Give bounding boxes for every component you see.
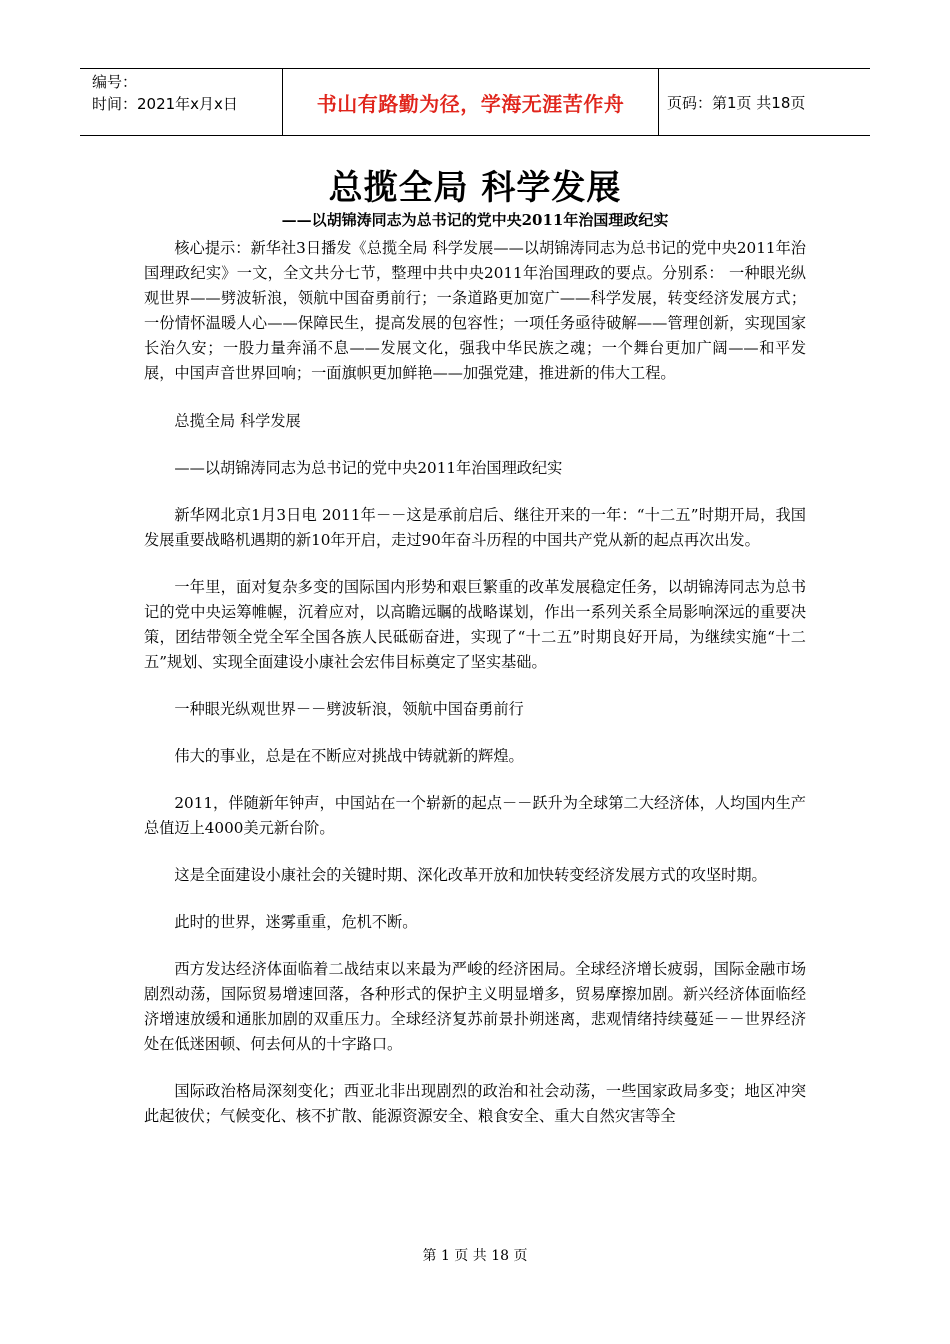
paragraph: 此时的世界，迷雾重重，危机不断。 xyxy=(174,913,418,931)
paragraph: 一年里，面对复杂多变的国际国内形势和艰巨繁重的改革发展稳定任务，以胡锦涛同志为总书记的党中央运筹帷幄，沉着应对，以高瞻远瞩的战略谋划，作出一系列关系全局影响深远的重要决策，团结带领全党全军全国各族人民砥砺奋进，实现了“十二五”时期良好开局，为继续实施“十二五”规划、实现全面建设小康社会宏伟目标奠定了坚实基础。 xyxy=(144,578,806,671)
paragraph: 伟大的事业，总是在不断应对挑战中铸就新的辉煌。 xyxy=(174,747,524,765)
section-heading: 一种眼光纵观世界－－劈波斩浪，领航中国奋勇前行 xyxy=(174,700,524,718)
page-footer: 第 1 页 共 18 页 xyxy=(422,1248,528,1264)
paragraph: ——以胡锦涛同志为总书记的党中央2011年治国理政纪实 xyxy=(174,459,563,477)
paragraph: 新华网北京1月3日电 2011年－－这是承前启后、继往开来的一年：“十二五”时期开局，我国发展重要战略机遇期的新10年开启，走过90年奋斗历程的中国共产党从新的起点再次出发。 xyxy=(144,506,806,549)
paragraph-summary: 核心提示：新华社3日播发《总揽全局 科学发展——以胡锦涛同志为总书记的党中央2011年治国理政纪实》一文，全文共分七节，整理中共中央2011年治国理政的要点。分别系： 一种眼光纵观世界——劈波斩浪，领航中国奋勇前行；一条道路更加宽广——科学发展，转变经济发展方式；一份情怀温暖人心——保障民生，提高发展的包容性；一项任务亟待破解——管理创新，实现国家长治久安；一股力量奔涌不息——发展文化，强我中华民族之魂；一个舞台更加广阔——和平发展，中国声音世界回响；一面旗帜更加鲜艳——加强党建，推进新的伟大工程。 xyxy=(144,239,806,382)
document-number-label: 编号： xyxy=(92,73,138,91)
paragraph: 总揽全局 科学发展 xyxy=(174,412,301,430)
paragraph: 这是全面建设小康社会的关键时期、深化改革开放和加快转变经济发展方式的攻坚时期。 xyxy=(174,866,767,884)
document-body xyxy=(144,236,806,1129)
header-motto: 书山有路勤为径，学海无涯苦作舟 xyxy=(316,91,625,116)
header-page-info: 页码：第1页 共18页 xyxy=(667,93,806,112)
document-subtitle: ——以胡锦涛同志为总书记的党中央2011年治国理政纪实 xyxy=(281,211,669,229)
header-page-cell xyxy=(659,69,870,135)
header-table xyxy=(80,68,870,136)
paragraph: 国际政治格局深刻变化；西亚北非出现剧烈的政治和社会动荡，一些国家政局多变；地区冲突此起彼伏；气候变化、核不扩散、能源资源安全、粮食安全、重大自然灾害等全 xyxy=(144,1082,806,1125)
header-meta-cell xyxy=(80,69,282,135)
document-time-label: 时间：2021年x月x日 xyxy=(92,95,238,113)
paragraph: 西方发达经济体面临着二战结束以来最为严峻的经济困局。全球经济增长疲弱，国际金融市场剧烈动荡，国际贸易增速回落，各种形式的保护主义明显增多，贸易摩擦加剧。新兴经济体面临经济增速放缓和通胀加剧的双重压力。全球经济复苏前景扑朔迷离，悲观情绪持续蔓延－－世界经济处在低迷困顿、何去何从的十字路口。 xyxy=(144,960,806,1053)
paragraph: 2011，伴随新年钟声，中国站在一个崭新的起点－－跃升为全球第二大经济体，人均国内生产总值迈上4000美元新台阶。 xyxy=(144,794,806,837)
document-title: 总揽全局 科学发展 xyxy=(328,168,622,208)
header-motto-cell xyxy=(282,69,659,135)
